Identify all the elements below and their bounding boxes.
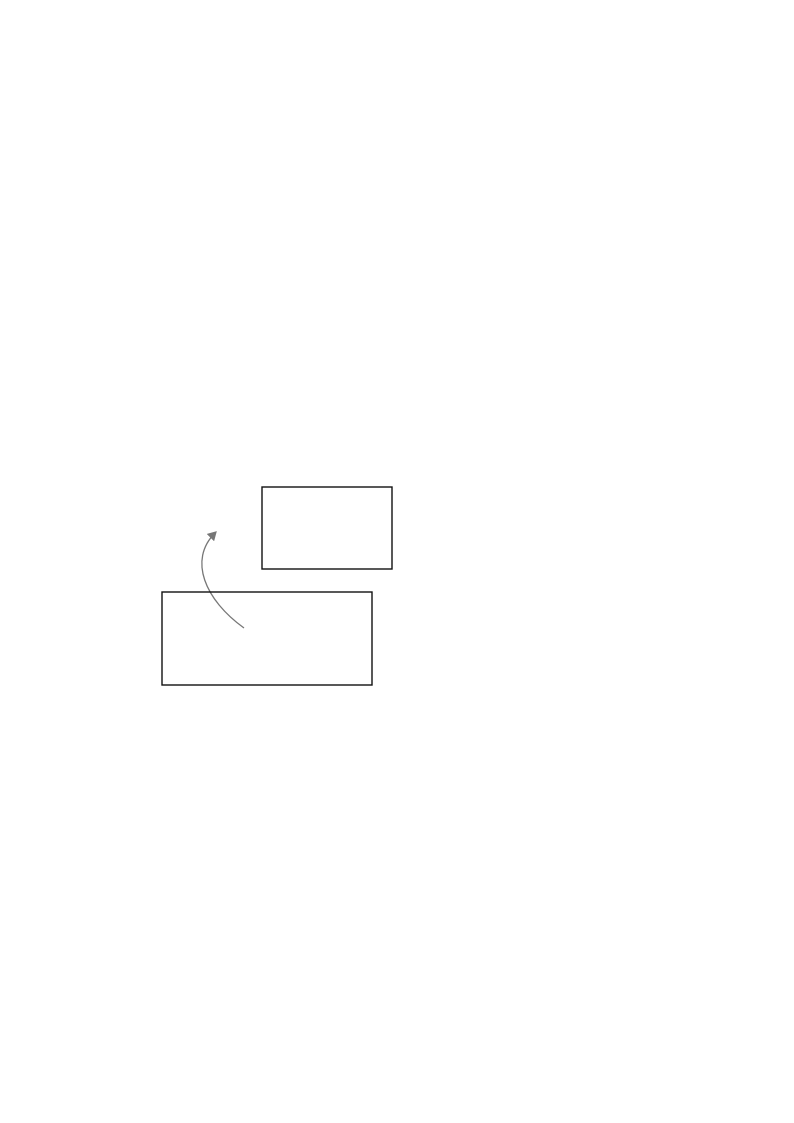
net-photosynthesis-chart — [262, 487, 392, 569]
bottom-chart-frame — [162, 592, 372, 685]
top-chart-frame — [262, 487, 392, 569]
gross-photosynthesis-respiration-chart — [0, 0, 372, 685]
connector-arrow-icon — [202, 533, 244, 628]
